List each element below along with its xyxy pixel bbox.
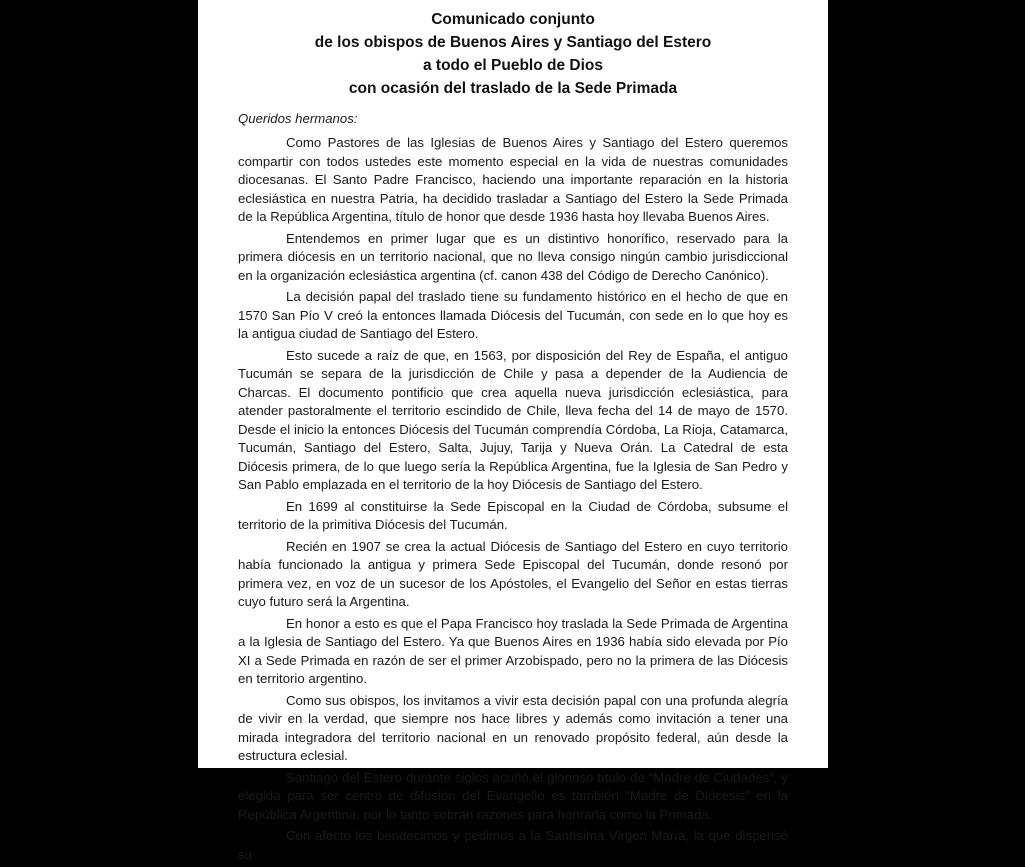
paragraph: En honor a esto es que el Papa Francisco hoy traslada la Sede Primada de Argentina a la Iglesia de Santiago del Estero. Ya que Buenos Aires en 1936 había sido elevada por Pío XI a Sede Primada en razón de ser el primer Arzobispado, pero no la primera de las Diócesis en territorio argentino. [238,615,788,686]
paragraph: Esto sucede a raíz de que, en 1563, por disposición del Rey de España, el antiguo Tucumán se separa de la jurisdicción de Chile y pasa a depender de la Audiencia de Charcas. El documento pontificio que crea aquella nueva jurisdicción eclesiástica, para atender pastoralmente el territorio escindido de Chile, lleva fecha del 14 de mayo de 1570. Desde el inicio la entonces Diócesis del Tucumán comprendía Córdoba, La Rioja, Catamarca, Tucumán, Santiago del Estero, Salta, Jujuy, Tarija y Nueva Orán. La Catedral de esta Diócesis primera, de lo que luego sería la República Argentina, fue la Iglesia de San Pedro y San Pablo emplazada en el territorio de la hoy Diócesis de Santiago del Estero. [238,347,788,492]
paragraph: Entendemos en primer lugar que es un distintivo honorífico, reservado para la primera diócesis en un territorio nacional, que no lleva consigo ningún cambio jurisdiccional en la organización eclesiástica argentina (cf. canon 438 del Código de Derecho Canónico). [238,230,788,283]
title-line: con ocasión del traslado de la Sede Primada [348,80,678,97]
document-title [238,8,788,100]
paragraph: Como Pastores de las Iglesias de Buenos Aires y Santiago del Estero queremos compartir con todos ustedes este momento especial en la vida de nuestras comunidades diocesanas. El Santo Padre Francisco, haciendo una importante reparación en la historia eclesiástica en nuestra Patria, ha decidido trasladar a Santiago del Estero la Sede Primada de la República Argentina, título de honor que desde 1936 hasta hoy llevaba Buenos Aires. [238,135,788,224]
paragraph: Con afecto los bendecimos y pedimos a la Santísima Virgen María, la que dispensó su [238,828,788,862]
paragraph: Santiago del Estero durante siglos acuñó el glorioso título de “Madre de Ciudades”, y elegida para ser centro de difusión del Evangelio es también “Madre de Diócesis” en la República Argentina; por lo tanto sobran razones para honrarla como la Primada. [238,769,788,822]
document-page [198,0,828,862]
paragraph: Recién en 1907 se crea la actual Diócesis de Santiago del Estero en cuyo territorio había funcionado la antigua y primera Sede Episcopal del Tucumán, donde resonó por primera vez, en voz de un sucesor de los Apóstoles, el Evangelio del Señor en estas tierras cuyo futuro será la Argentina. [238,538,788,609]
paragraph: En 1699 al constituirse la Sede Episcopal en la Ciudad de Córdoba, subsume el territorio de la primitiva Diócesis del Tucumán. [238,498,788,532]
paragraph: La decisión papal del traslado tiene su fundamento histórico en el hecho de que en 1570 San Pío V creó la entonces llamada Diócesis del Tucumán, con sede en lo que hoy es la antigua ciudad de Santiago del Estero. [238,289,788,341]
title-line: Comunicado conjunto [431,11,595,28]
paragraph: Como sus obispos, los invitamos a vivir esta decisión papal con una profunda alegría de vivir en la verdad, que siempre nos hace libres y además como invitación a tener una mirada integradora del territorio nacional en un renovado propósito federal, aún desde la estructura eclesial. [238,692,788,763]
salutation: Queridos hermanos: [238,111,358,126]
document-content [238,8,788,867]
title-line: de los obispos de Buenos Aires y Santiago del Estero [314,34,712,51]
title-line: a todo el Pueblo de Dios [423,57,603,74]
